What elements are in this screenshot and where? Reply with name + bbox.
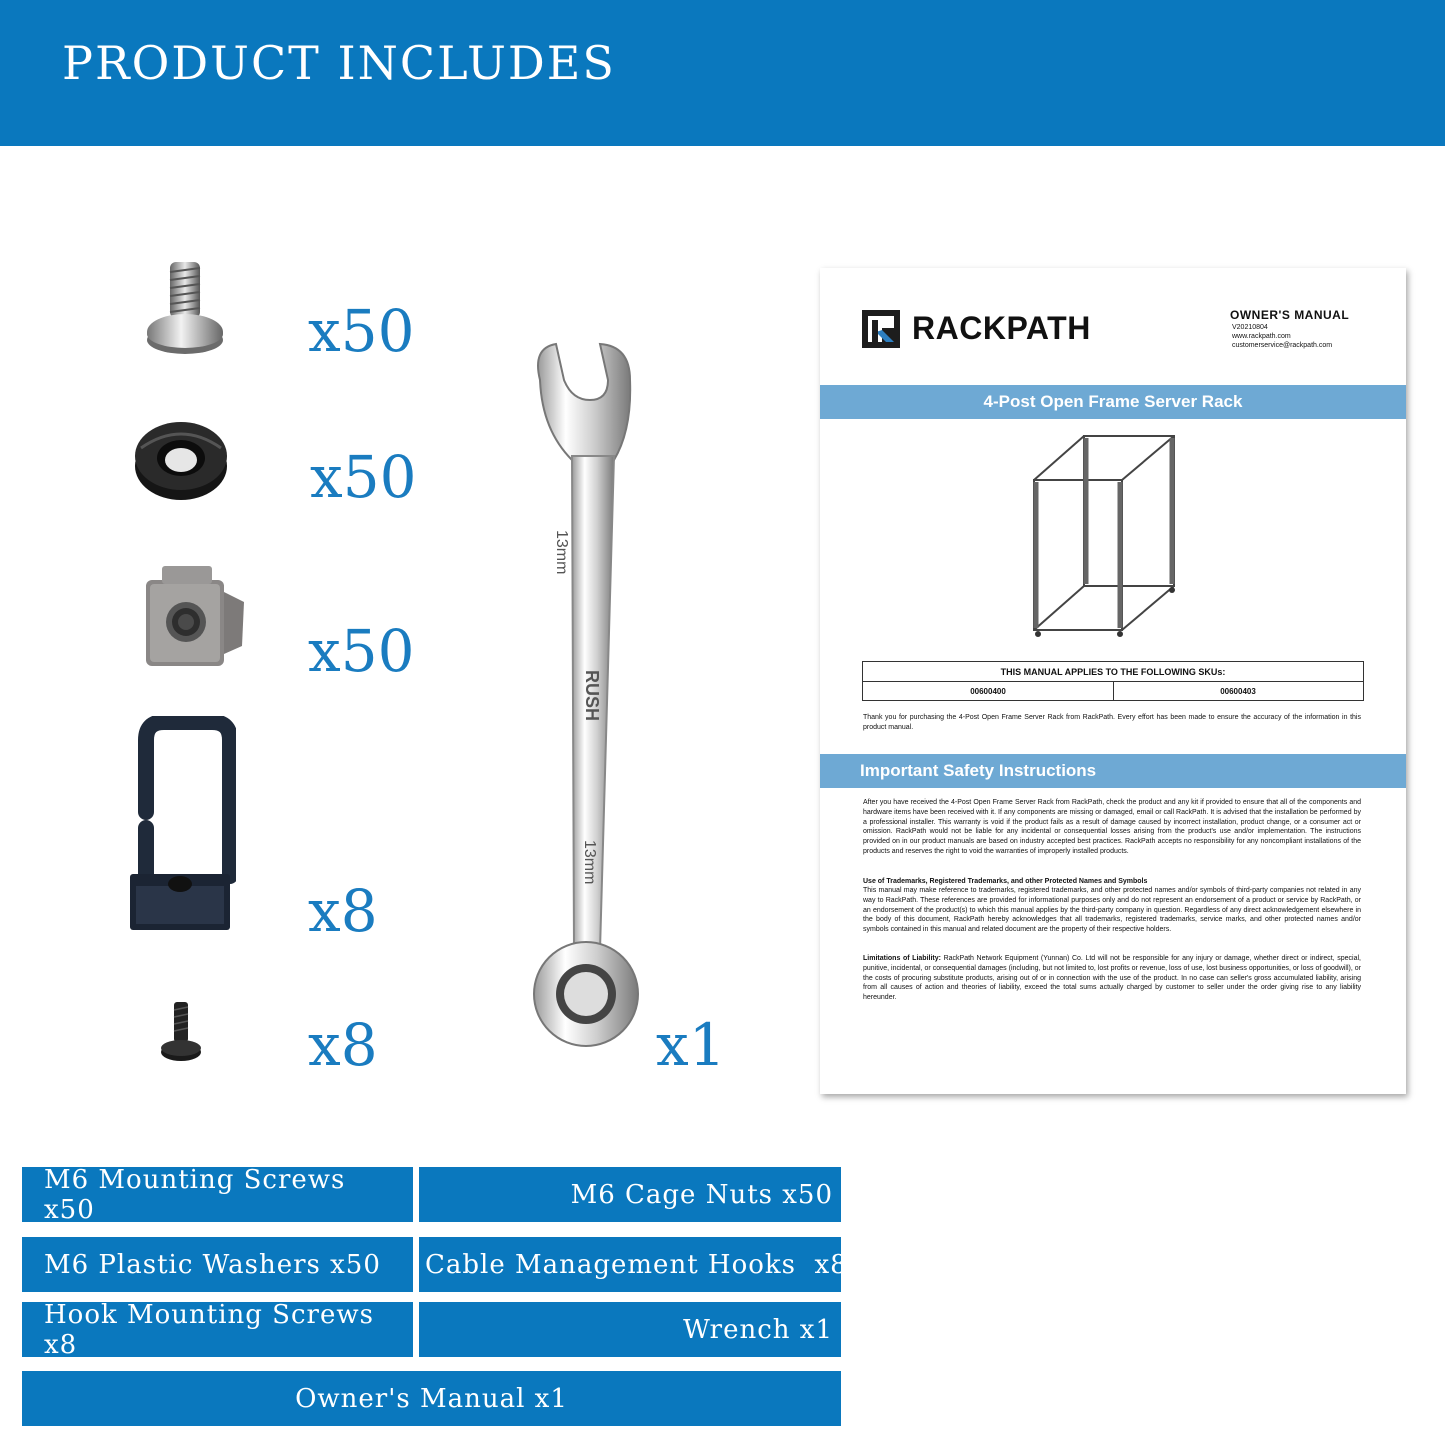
manual-trademark-heading: Use of Trademarks, Registered Trademarks, and other Protected Names and Symbols [863,878,1148,885]
manual-email: customerservice@rackpath.com [1232,342,1333,349]
label-cable-hooks: Cable Management Hooks x8 [419,1237,841,1292]
manual-trademark-text: This manual may make reference to trademarks, registered trademarks, and other protected names and/or symbols of third-party companies not related in any way to RackPath. These references are provided for informational purposes only and do not represent an endorsement of a product or service by RackPath, or an endorsement of the product(s) to which this manual applies by the third-party company in question. Regardless of any direct acknowledgement elsewhere in the body of this document, RackPath hereby acknowledges that all trademarks, registered trademarks, service marks, and other protected names and/or symbols contained in this manual and related document are the property of their respective holders. [863,887,1361,934]
manual-version: V20210804 [1232,324,1268,331]
manual-title: OWNER'S MANUAL [1230,308,1350,322]
mounting-screws-qty: x50 [308,297,415,365]
manual-liability-block [863,954,1361,1003]
sku-1: 00600400 [863,682,1114,701]
cage-nuts-qty: x50 [308,617,415,685]
manual-liability-heading: Limitations of Liability: [863,955,941,962]
plastic-washers-qty: x50 [310,443,417,511]
wrench-qty: x1 [656,1011,726,1079]
plastic-washer-image [133,414,229,504]
wrench-size-bottom: 13mm [581,840,598,885]
owners-manual-image [820,268,1406,1094]
manual-website: www.rackpath.com [1232,333,1291,340]
manual-safety-text: After you have received the 4-Post Open Frame Server Rack from RackPath, check the product and any kit if provided to ensure that all of the components and hardware items have been received with it. If any components are missing or damaged, email or call RackPath. It is advised that the installation be performed by a professional installer. This warranty is void if the product fails as a result of damage caused by incorrect installation, product change, or a consumer act or omission. RackPath would not be liable for any incidental or consequential losses arising from the product's use and/or implementation. The instructions provided on in our product manuals are based on industry accepted best practices. RackPath accepts no responsibility for any noncompliant installations of the products and reserves the right to void the warranties of improperly installed products. [863,799,1361,855]
cage-nut-image [140,562,250,672]
sku-table [862,661,1364,701]
manual-product-band [820,385,1406,419]
cable-hook-image [126,716,236,934]
rack-illustration [1030,430,1180,640]
manual-thanks-text: Thank you for purchasing the 4-Post Open Frame Server Rack from RackPath. Every effort has been made to ensure the accuracy of the information in this product manual. [863,714,1361,731]
wrench-size-top: 13mm [553,530,570,575]
mounting-screw-image [140,258,230,358]
manual-safety-band [820,754,1406,788]
hook-screws-qty: x8 [308,1011,378,1079]
label-owners-manual: Owner's Manual x1 [22,1371,841,1426]
rackpath-logo-icon [862,310,900,348]
wrench-brand: RUSH [582,670,602,722]
label-plastic-washers: M6 Plastic Washers x50 [22,1237,413,1292]
sku-table-header: THIS MANUAL APPLIES TO THE FOLLOWING SKUs: [863,662,1363,682]
label-cage-nuts: M6 Cage Nuts x50 [419,1167,841,1222]
manual-safety-title: Important Safety Instructions [860,761,1097,780]
label-hook-screws: Hook Mounting Screws x8 [22,1302,413,1357]
manual-product-title: 4-Post Open Frame Server Rack [983,392,1243,411]
header-banner [0,0,1445,146]
label-wrench: Wrench x1 [419,1302,841,1357]
page-title: PRODUCT INCLUDES [62,36,616,90]
wrench-image [528,340,658,1060]
label-mounting-screws: M6 Mounting Screws x50 [22,1167,413,1222]
sku-2: 00600403 [1220,687,1256,696]
hook-screw-image [158,1000,206,1064]
cable-hooks-qty: x8 [308,877,378,945]
manual-liability-text: RackPath Network Equipment (Yunnan) Co. Ltd will not be responsible for any injury or damage, whether direct or indirect, special, punitive, incidental, or consequential damages (including, but not limited to, lost profits or revenue, loss of use, lost business opportunities, or loss of goodwill), or the costs of procuring substitute products, arising out of or in connection with the use of the product. In no case can seller's gross accumulated liability, arising from all causes of action and theories of liability, exceed the total sums actually charged by customer to seller under the order giving rise to any liability hereunder. [863,955,1361,1002]
manual-brand: RACKPATH [912,310,1091,346]
